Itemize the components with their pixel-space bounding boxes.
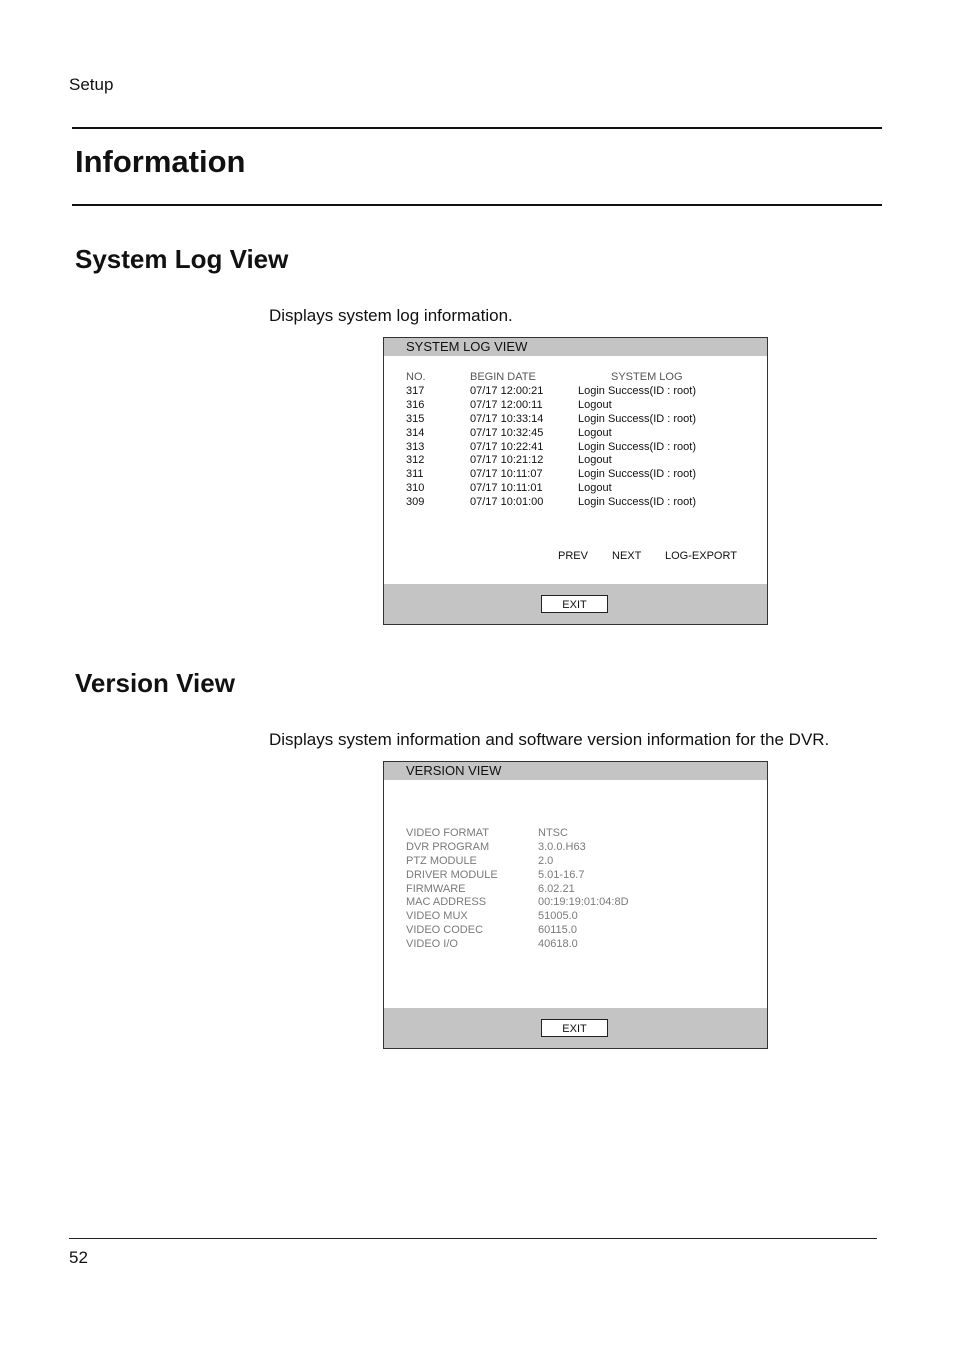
version-label: MAC ADDRESS bbox=[406, 896, 487, 909]
log-no: 312 bbox=[406, 454, 425, 467]
log-date: 07/17 10:22:41 bbox=[470, 440, 544, 453]
version-value: NTSC bbox=[538, 827, 568, 839]
log-date: 07/17 12:00:21 bbox=[470, 385, 544, 397]
log-no: 311 bbox=[406, 468, 424, 481]
title-bottom-rule bbox=[72, 204, 882, 206]
version-heading: Version View bbox=[75, 668, 235, 698]
version-value: 5.01-16.7 bbox=[538, 868, 585, 881]
log-date: 07/17 12:00:11 bbox=[470, 398, 543, 411]
log-message: Login Success(ID : root) bbox=[578, 440, 696, 453]
version-value: 2.0 bbox=[538, 854, 554, 867]
column-header-system-log: SYSTEM LOG bbox=[611, 371, 683, 383]
log-no: 313 bbox=[406, 440, 425, 453]
version-panel-title: VERSION VIEW bbox=[384, 762, 767, 780]
log-date: 07/17 10:01:00 bbox=[470, 496, 544, 509]
version-label: DVR PROGRAM bbox=[406, 840, 490, 853]
system-log-panel-title: SYSTEM LOG VIEW bbox=[384, 338, 767, 356]
system-log-description: Displays system log information. bbox=[269, 306, 513, 325]
log-message: Login Success(ID : root) bbox=[578, 412, 696, 425]
page-title: Information bbox=[75, 144, 246, 179]
log-no: 309 bbox=[406, 496, 425, 509]
next-button[interactable]: NEXT bbox=[612, 550, 642, 562]
footer-rule bbox=[69, 1238, 877, 1239]
log-date: 07/17 10:21:12 bbox=[470, 454, 544, 467]
log-message: Logout bbox=[578, 482, 612, 495]
system-log-footer-bar bbox=[384, 584, 767, 624]
version-value: 60115.0 bbox=[538, 924, 577, 937]
log-no: 315 bbox=[406, 412, 425, 425]
version-value: 51005.0 bbox=[538, 910, 578, 923]
system-log-heading: System Log View bbox=[75, 244, 289, 274]
column-header-begin-date: BEGIN DATE bbox=[470, 371, 536, 383]
version-label: PTZ MODULE bbox=[406, 854, 477, 867]
version-footer-bar bbox=[384, 1008, 767, 1048]
version-label: FIRMWARE bbox=[406, 882, 466, 895]
log-date: 07/17 10:32:45 bbox=[470, 426, 544, 439]
running-header: Setup bbox=[69, 75, 114, 94]
system-log-panel bbox=[383, 337, 768, 625]
log-message: Login Success(ID : root) bbox=[578, 496, 696, 509]
log-message: Login Success(ID : root) bbox=[578, 385, 696, 397]
version-label: VIDEO MUX bbox=[406, 910, 468, 923]
column-header-no: NO. bbox=[406, 371, 426, 383]
version-value: 00:19:19:01:04:8D bbox=[538, 896, 629, 909]
version-description: Displays system information and software version information for the DVR. bbox=[269, 730, 830, 749]
log-export-button[interactable]: LOG-EXPORT bbox=[665, 550, 737, 562]
version-label: DRIVER MODULE bbox=[406, 868, 498, 881]
log-date: 07/17 10:11:07 bbox=[470, 468, 543, 481]
version-label: VIDEO FORMAT bbox=[406, 827, 489, 839]
log-message: Logout bbox=[578, 454, 612, 467]
log-no: 316 bbox=[406, 398, 425, 411]
log-date: 07/17 10:33:14 bbox=[470, 412, 544, 425]
version-value: 40618.0 bbox=[538, 938, 578, 951]
exit-button[interactable]: EXIT bbox=[541, 1019, 608, 1037]
version-label: VIDEO I/O bbox=[406, 938, 458, 951]
log-message: Logout bbox=[578, 398, 612, 411]
version-value: 6.02.21 bbox=[538, 882, 575, 895]
log-message: Logout bbox=[578, 426, 612, 439]
version-panel bbox=[383, 761, 768, 1049]
log-no: 317 bbox=[406, 385, 425, 397]
version-value: 3.0.0.H63 bbox=[538, 840, 586, 853]
prev-button[interactable]: PREV bbox=[558, 550, 588, 562]
version-label: VIDEO CODEC bbox=[406, 924, 484, 937]
log-message: Login Success(ID : root) bbox=[578, 468, 696, 481]
log-no: 314 bbox=[406, 426, 425, 439]
title-top-rule bbox=[72, 127, 882, 129]
page-number: 52 bbox=[69, 1248, 88, 1267]
log-no: 310 bbox=[406, 482, 425, 495]
exit-button[interactable]: EXIT bbox=[541, 595, 608, 613]
log-date: 07/17 10:11:01 bbox=[470, 482, 543, 495]
